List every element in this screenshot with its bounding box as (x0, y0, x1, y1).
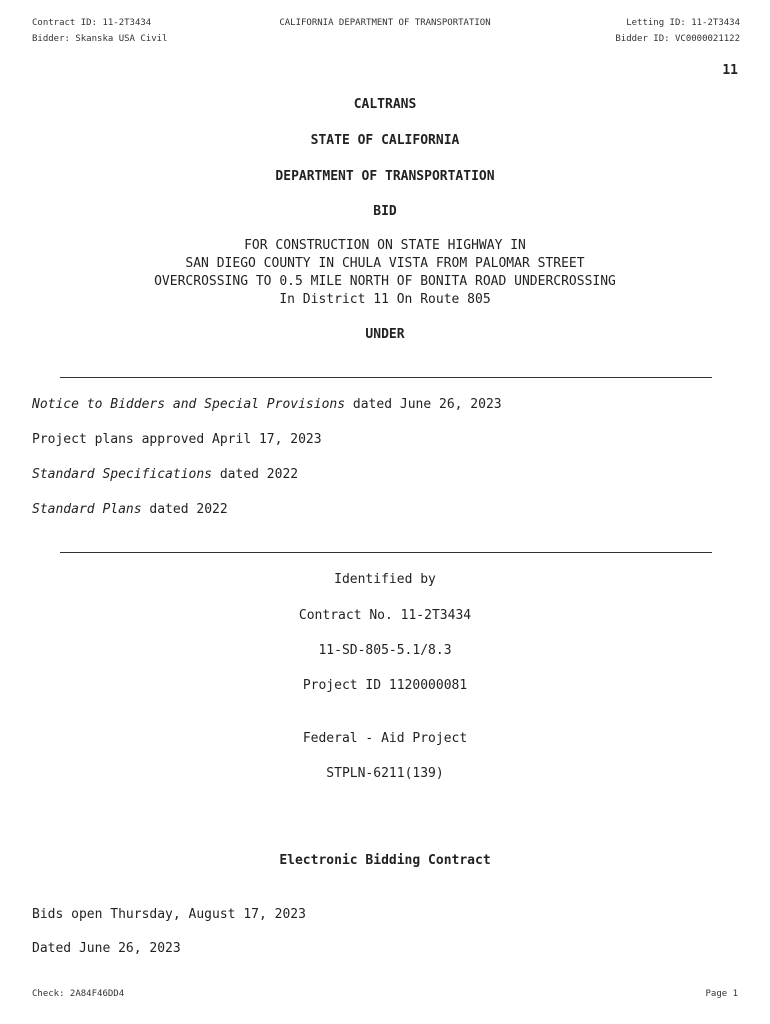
divider (60, 552, 712, 553)
federal-project-number: STPLN-6211(139) (326, 766, 444, 781)
contract-type: Electronic Bidding Contract (279, 853, 491, 868)
description-line: OVERCROSSING TO 0.5 MILE NORTH OF BONITA ROAD UNDERCROSSING (154, 274, 616, 289)
letting-id: Letting ID: 11-2T3434 (626, 18, 740, 28)
footer-page: Page 1 (705, 989, 738, 999)
under-heading: UNDER (365, 327, 405, 342)
description-line: FOR CONSTRUCTION ON STATE HIGHWAY IN (244, 238, 526, 253)
bidder-id: Bidder ID: VC0000021122 (615, 34, 740, 44)
bidder-name: Bidder: Skanska USA Civil (32, 34, 168, 44)
title-department: DEPARTMENT OF TRANSPORTATION (275, 169, 495, 184)
title-state: STATE OF CALIFORNIA (310, 133, 460, 148)
dated: Dated June 26, 2023 (32, 941, 181, 956)
description-line: In District 11 On Route 805 (279, 292, 491, 307)
divider (60, 377, 712, 378)
title-bid: BID (373, 204, 397, 219)
contract-id: Contract ID: 11-2T3434 (32, 18, 152, 28)
agency-header: CALIFORNIA DEPARTMENT OF TRANSPORTATION (279, 18, 491, 28)
title-caltrans: CALTRANS (353, 97, 417, 112)
check-code: Check: 2A84F46DD4 (32, 989, 125, 999)
bids-open: Bids open Thursday, August 17, 2023 (32, 907, 306, 922)
reference-line: Project plans approved April 17, 2023 (32, 432, 322, 447)
reference-line: Standard Specifications dated 2022 (32, 467, 299, 482)
identified-by: Identified by (334, 572, 436, 587)
reference-line: Standard Plans dated 2022 (32, 502, 228, 517)
reference-line: Notice to Bidders and Special Provisions dated June 26, 2023 (32, 397, 502, 412)
project-id: Project ID 1120000081 (302, 678, 468, 693)
federal-aid: Federal - Aid Project (302, 731, 468, 746)
description-line: SAN DIEGO COUNTY IN CHULA VISTA FROM PALOMAR STREET (185, 256, 585, 271)
page-number: 11 (722, 63, 738, 78)
location-code: 11-SD-805-5.1/8.3 (318, 643, 452, 658)
contract-number: Contract No. 11-2T3434 (298, 608, 472, 623)
